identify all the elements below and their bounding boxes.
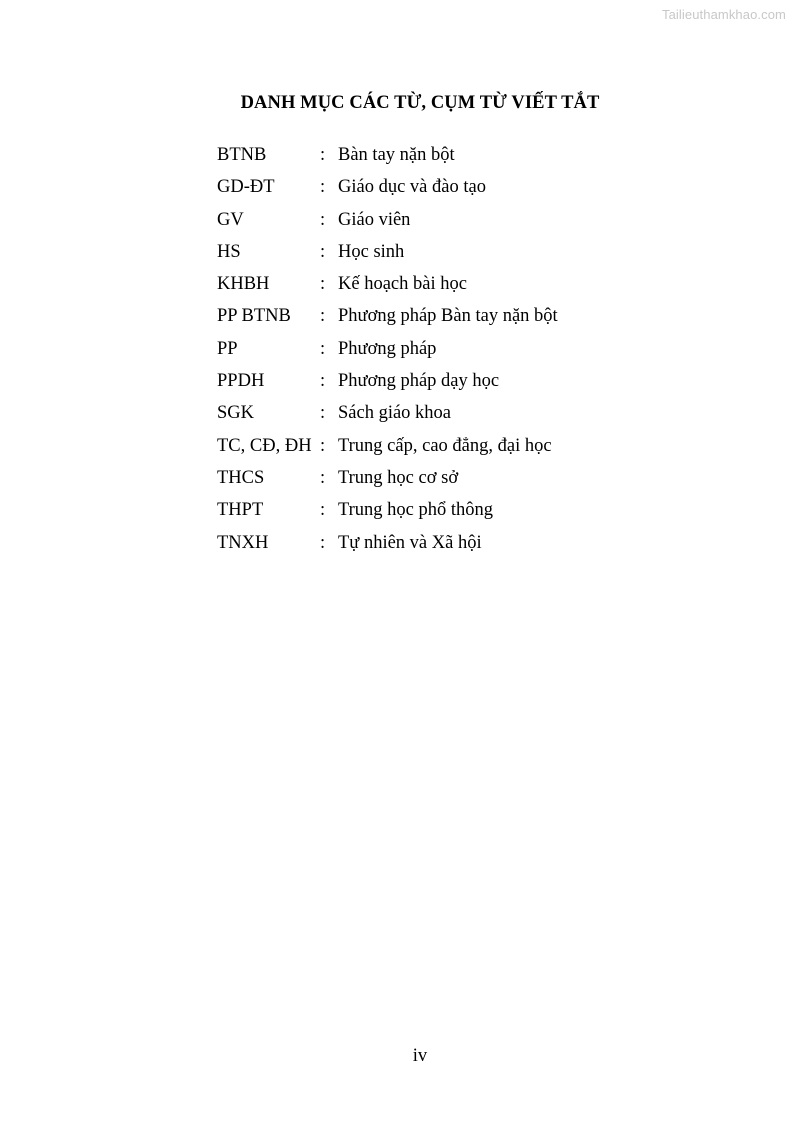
separator: :	[320, 500, 326, 521]
abbreviation-term: TNXH	[217, 532, 269, 553]
abbreviation-term: SGK	[217, 403, 255, 424]
abbreviation-definition: Phương pháp	[338, 338, 437, 359]
abbreviation-term: PPDH	[217, 371, 265, 392]
separator: :	[320, 467, 326, 488]
abbreviation-term: THCS	[217, 467, 265, 488]
abbreviation-term: TC, CĐ, ĐH	[217, 435, 312, 456]
separator: :	[320, 209, 326, 230]
abbreviation-term: PP BTNB	[217, 306, 291, 327]
abbreviation-definition: Tự nhiên và Xã hội	[338, 532, 482, 553]
separator: :	[320, 371, 326, 392]
separator: :	[320, 274, 326, 295]
abbreviation-definition: Phương pháp Bàn tay nặn bột	[338, 306, 558, 327]
abbreviation-definition: Sách giáo khoa	[338, 403, 452, 424]
separator: :	[320, 177, 326, 198]
separator: :	[320, 338, 326, 359]
abbreviation-term: KHBH	[217, 274, 270, 295]
separator: :	[320, 403, 326, 424]
abbreviation-term: HS	[217, 241, 241, 262]
abbreviation-definition: Học sinh	[338, 241, 405, 262]
separator: :	[320, 532, 326, 553]
abbreviation-definition: Trung học phổ thông	[338, 500, 494, 521]
separator: :	[320, 145, 326, 165]
abbreviation-definition: Bàn tay nặn bột	[338, 145, 455, 165]
abbreviation-term: GD-ĐT	[217, 177, 275, 198]
abbreviation-definition: Trung cấp, cao đẳng, đại học	[338, 435, 552, 456]
abbreviation-definition: Giáo dục và đào tạo	[338, 177, 486, 198]
page-number: iv	[412, 1046, 428, 1066]
abbreviation-term: GV	[217, 209, 244, 230]
abbreviation-term: BTNB	[217, 145, 267, 165]
abbreviation-definition: Kế hoạch bài học	[338, 274, 467, 295]
abbreviation-definition: Giáo viên	[338, 209, 411, 230]
page-title: DANH MỤC CÁC TỪ, CỤM TỪ VIẾT TẮT	[240, 93, 600, 113]
separator: :	[320, 306, 326, 327]
abbreviation-definition: Trung học cơ sở	[338, 467, 459, 488]
watermark: Tailieuthamkhao.com	[661, 7, 786, 22]
abbreviation-term: PP	[217, 338, 238, 359]
abbreviation-term: THPT	[217, 500, 264, 521]
abbreviation-definition: Phương pháp dạy học	[338, 371, 500, 392]
separator: :	[320, 241, 326, 262]
separator: :	[320, 435, 326, 456]
